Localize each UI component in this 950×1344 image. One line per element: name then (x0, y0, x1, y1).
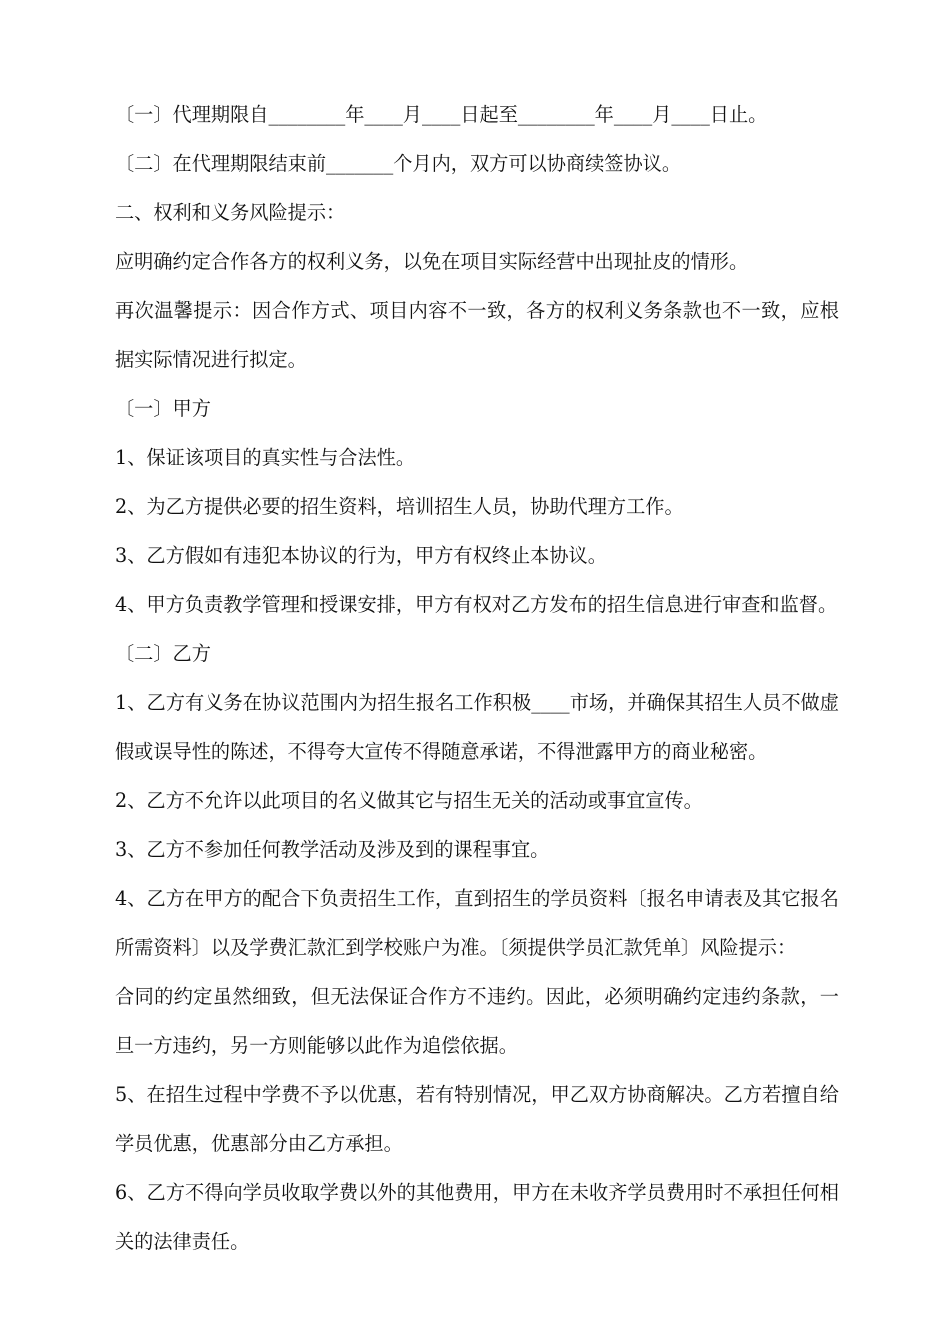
party-b-item-1-line-2: 假或误导性的陈述，不得夸大宣传不得随意承诺，不得泄露甲方的商业秘密。 (115, 740, 768, 763)
party-b-item-6-line-2: 关的法律责任。 (115, 1230, 250, 1253)
party-a-heading: 〔一〕甲方 (115, 397, 211, 420)
document-body (115, 96, 839, 1272)
section-heading-rights: 二、权利和义务风险提示： (115, 201, 346, 224)
party-b-item-4-line-2: 所需资料〕以及学费汇款汇到学校账户为准。〔须提供学员汇款凭单〕风险提示： (115, 936, 797, 959)
party-b-item-5-line-2: 学员优惠，优惠部分由乙方承担。 (115, 1132, 403, 1155)
party-b-item-6-line-1: 6、乙方不得向学员收取学费以外的其他费用，甲方在未收齐学员费用时不承担任何相 (115, 1181, 839, 1204)
term-period-line: 〔一〕代理期限自________年____月____日起至________年____月____日止。 (115, 103, 768, 126)
party-b-heading: 〔二〕乙方 (115, 642, 211, 665)
reminder-line-1: 再次温馨提示：因合作方式、项目内容不一致，各方的权利义务条款也不一致，应根 (115, 299, 839, 322)
party-a-item-4: 4、甲方负责教学管理和授课安排，甲方有权对乙方发布的招生信息进行审查和监督。 (115, 593, 838, 616)
party-b-item-4-line-1: 4、乙方在甲方的配合下负责招生工作，直到招生的学员资料〔报名申请表及其它报名 (115, 887, 839, 910)
party-b-item-1-line-1: 1、乙方有义务在协议范围内为招生报名工作积极____市场，并确保其招生人员不做虚 (115, 691, 839, 714)
risk-note-line-1: 合同的约定虽然细致，但无法保证合作方不违约。因此，必须明确约定违约条款，一 (115, 985, 839, 1008)
risk-note-line-2: 旦一方违约，另一方则能够以此作为追偿依据。 (115, 1034, 518, 1057)
party-a-item-3: 3、乙方假如有违犯本协议的行为，甲方有权终止本协议。 (115, 544, 607, 567)
party-b-item-2: 2、乙方不允许以此项目的名义做其它与招生无关的活动或事宜宣传。 (115, 789, 703, 812)
party-b-item-3: 3、乙方不参加任何教学活动及涉及到的课程事宜。 (115, 838, 550, 861)
renewal-line: 〔二〕在代理期限结束前_______个月内，双方可以协商续签协议。 (115, 152, 682, 175)
party-a-item-2: 2、为乙方提供必要的招生资料，培训招生人员，协助代理方工作。 (115, 495, 684, 518)
party-b-item-5-line-1: 5、在招生过程中学费不予以优惠，若有特别情况，甲乙双方协商解决。乙方若擅自给 (115, 1083, 839, 1106)
rights-note: 应明确约定合作各方的权利义务，以免在项目实际经营中出现扯皮的情形。 (115, 250, 749, 273)
reminder-line-2: 据实际情况进行拟定。 (115, 348, 307, 371)
party-a-item-1: 1、保证该项目的真实性与合法性。 (115, 446, 416, 469)
